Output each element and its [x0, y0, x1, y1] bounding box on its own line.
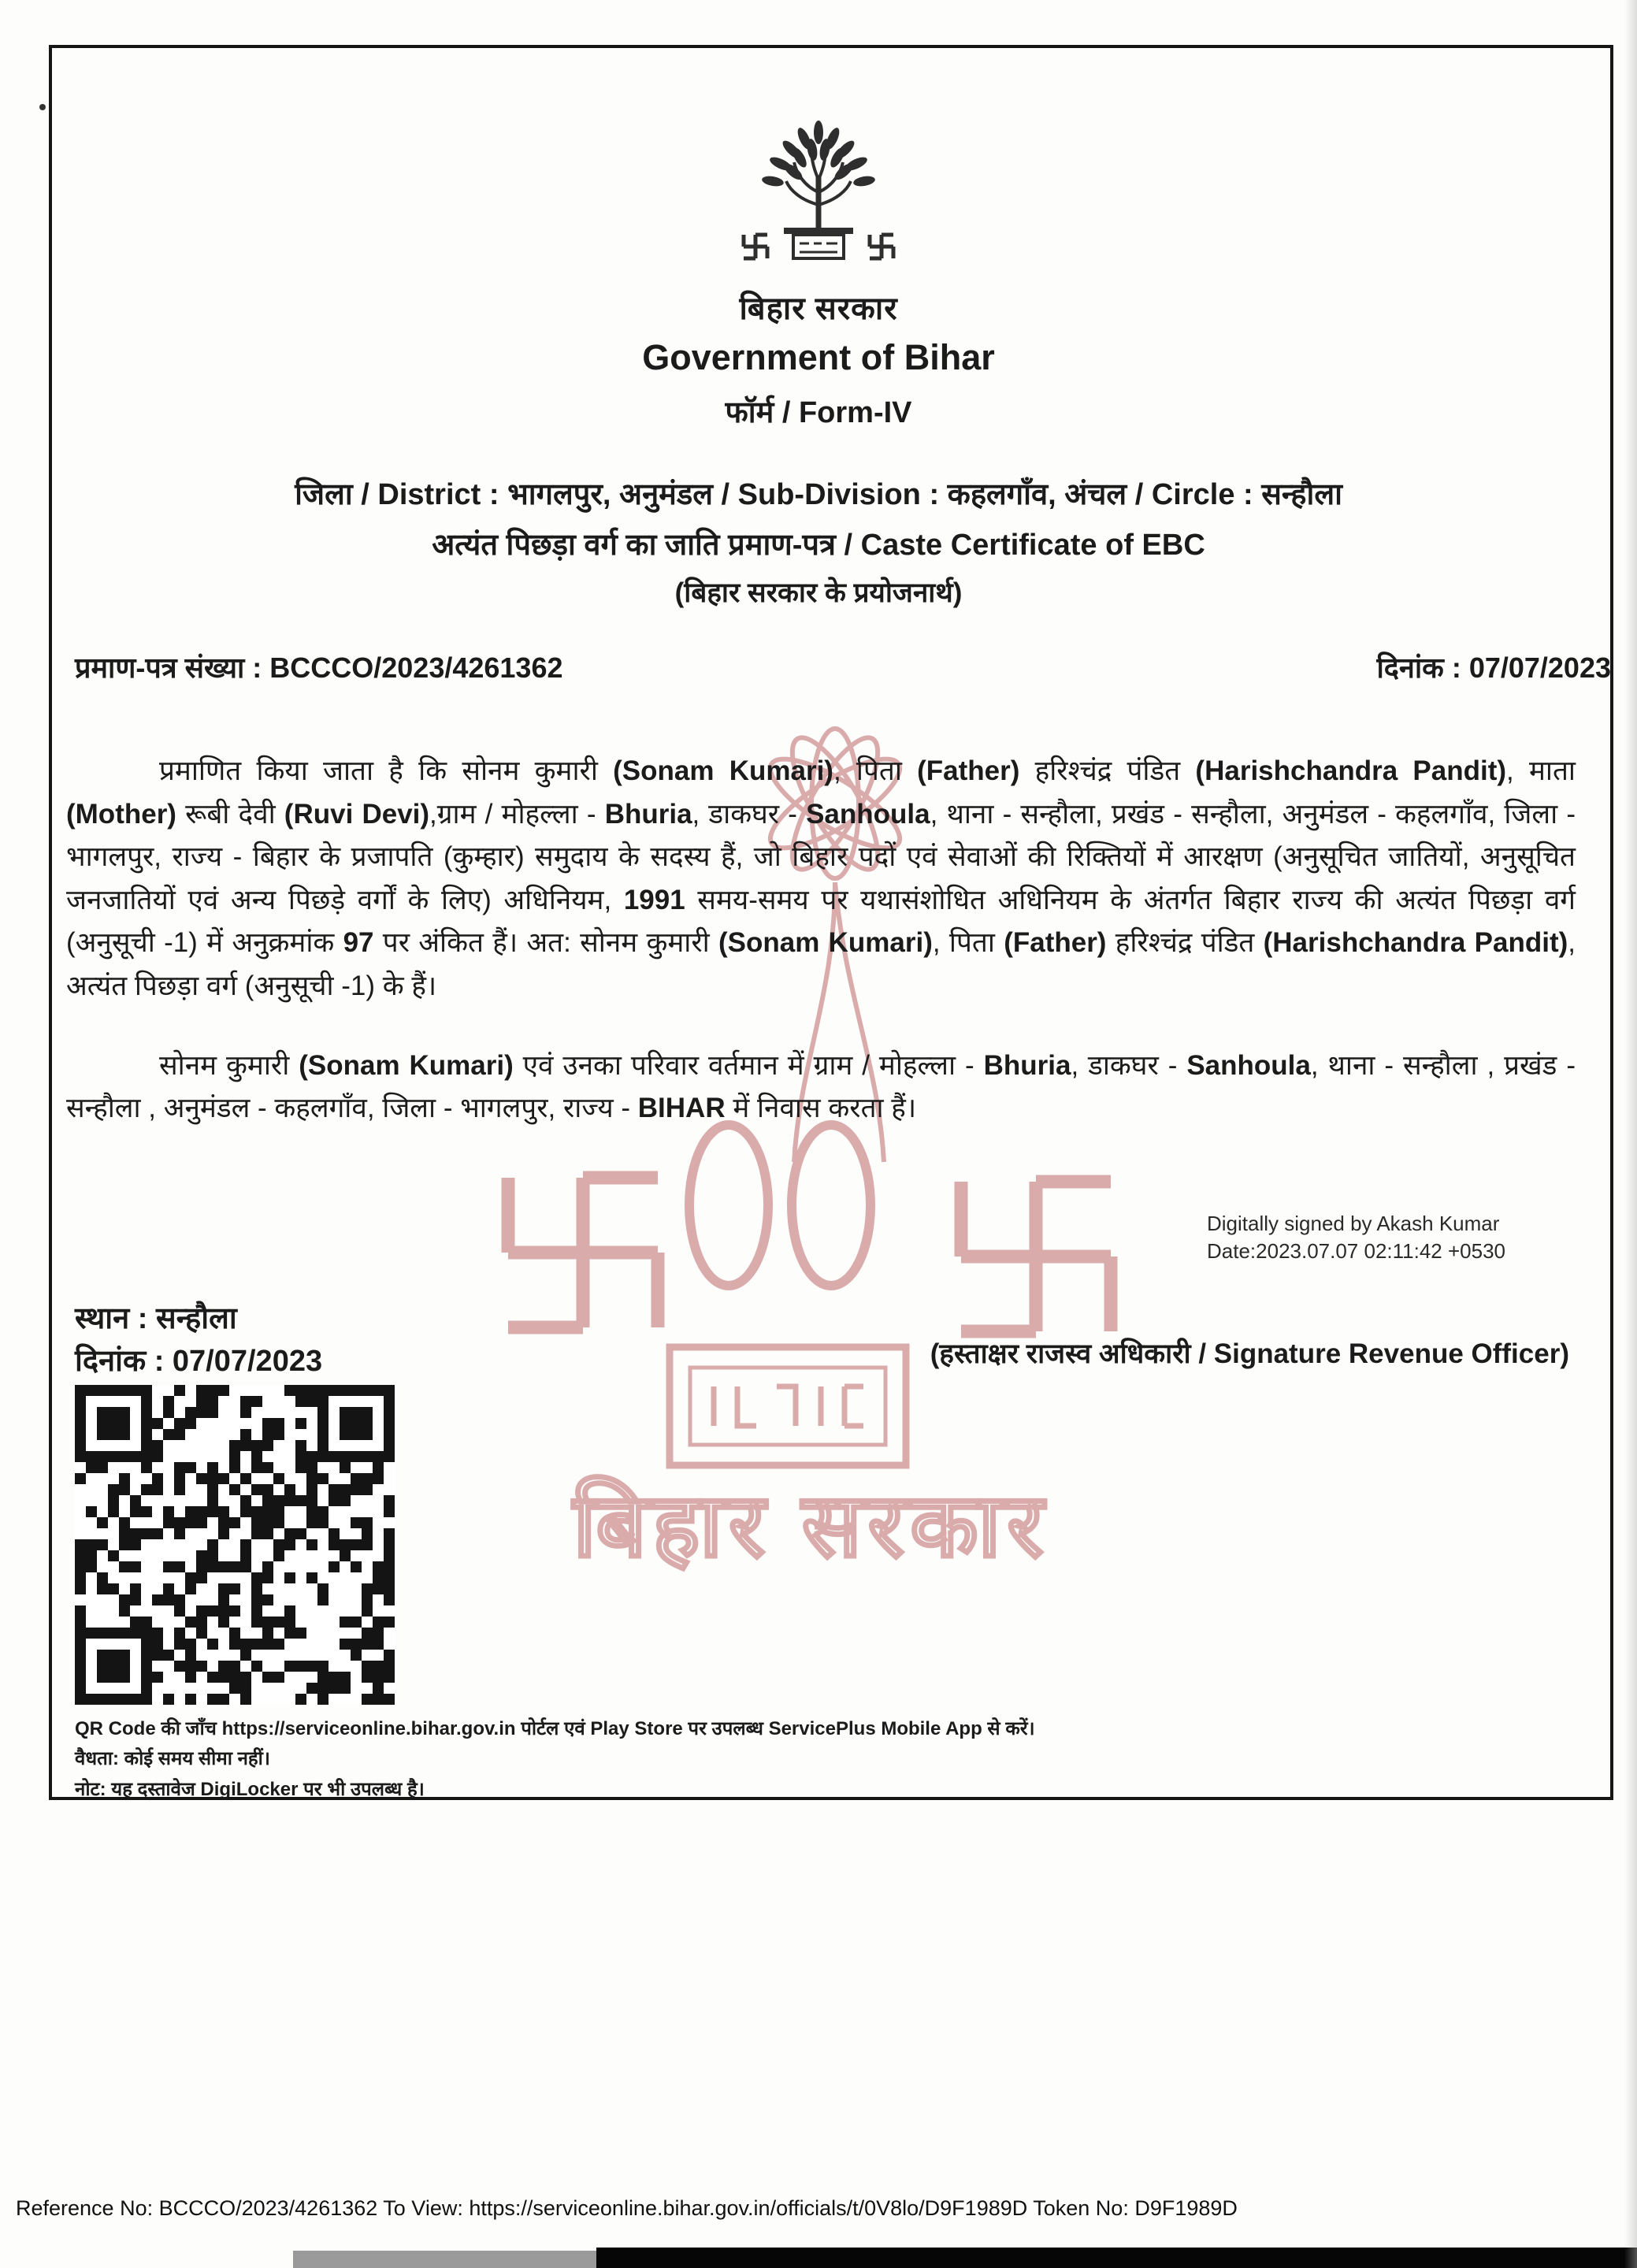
watermark-swastika-right — [961, 1182, 1111, 1331]
qr-finder-top-right — [317, 1385, 395, 1462]
qr-code — [75, 1385, 395, 1705]
body-paragraph-2: सोनम कुमारी (Sonam Kumari) एवं उनका परिवार वर्तमान में ग्राम / मोहल्ला - Bhuria, डाकघर - Sanhoula, थाना - सन्हौला , प्रखंड - सन्हौला , अनुमंडल - कहलगाँव, जिला - भागलपुर, राज्य - BIHAR में निवास करता हैं। — [66, 1049, 1576, 1124]
emblem-swastika-right — [870, 235, 893, 258]
watermark-ribbon-box — [670, 1347, 906, 1465]
digital-signature-line2: Date:2023.07.07 02:11:42 +0530 — [1207, 1239, 1506, 1264]
emblem-base — [784, 231, 853, 258]
digital-signature-line1: Digitally signed by Akash Kumar — [1207, 1212, 1500, 1235]
reference-line: Reference No: BCCCO/2023/4261362 To View: https://serviceonline.bihar.gov.in/officials/t/0V8lo/D9F1989D Token No: D9F1989D — [16, 2196, 1238, 2220]
scan-speck — [39, 104, 46, 110]
scan-artifact-black-bar — [596, 2248, 1637, 2268]
org-name-english: Government of Bihar — [642, 337, 995, 377]
scan-artifact-gray-bar — [293, 2251, 596, 2268]
body-paragraph-1: प्रमाणित किया जाता है कि सोनम कुमारी (Sonam Kumari), पिता (Father) हरिश्चंद्र पंडित (Harishchandra Pandit), माता (Mother) रूबी देवी (Ruvi Devi),ग्राम / मोहल्ला - Bhuria, डाकघर - Sanhoula, थाना - सन्हौला, प्रखंड - सन्हौला, अनुमंडल - कहलगाँव, जिला - भागलपुर, राज्य - बिहार के प्रजापति (कुम्हार) समुदाय के सदस्य हैं, जो बिहार पदों एवं सेवाओं की रिक्तियों में आरक्षण (अनुसूचित जातियों, अनुसूचित जनजातियों एवं अन्य पिछड़े वर्गों के लिए) अधिनियम, 1991 समय-समय पर यथासंशोधित अधिनियम के अंतर्गत बिहार राज्य की अत्यंत पिछड़ा वर्ग (अनुसूची -1) में अनुक्रमांक 97 पर अंकित हैं। अत: सोनम कुमारी (Sonam Kumari), पिता (Father) हरिश्चंद्र पंडित (Harishchandra Pandit), अत्यंत पिछड़ा वर्ग (अनुसूची -1) के हैं। — [66, 755, 1576, 1001]
watermark-rings — [689, 1125, 870, 1286]
emblem-swastika-left — [744, 235, 767, 258]
certificate-body — [66, 750, 1576, 1130]
certificate-number: प्रमाण-पत्र संख्या : BCCCO/2023/4261362 — [75, 651, 563, 684]
purpose-line: (बिहार सरकार के प्रयोजनार्थ) — [674, 577, 963, 608]
note-qr-check: QR Code की जाँच https://serviceonline.bihar.gov.in पोर्टल एवं Play Store पर उपलब्ध ServicePlus Mobile App से करें। — [75, 1718, 1035, 1739]
bihar-emblem-icon — [724, 117, 913, 284]
qr-finder-top-left — [75, 1385, 152, 1462]
date-line: दिनांक : 07/07/2023 — [75, 1344, 323, 1378]
certificate-title: अत्यंत पिछड़ा वर्ग का जाति प्रमाण-पत्र / Caste Certificate of EBC — [432, 529, 1205, 562]
watermark-text: बिहार सरकार — [573, 1476, 1050, 1575]
qr-finder-bottom-left — [75, 1628, 152, 1705]
place-line: स्थान : सन्हौला — [75, 1302, 237, 1335]
district-line: जिला / District : भागलपुर, अनुमंडल / Sub-Division : कहलगाँव, अंचल / Circle : सन्हौला — [295, 478, 1342, 511]
place-date-block — [75, 1298, 322, 1383]
note-digilocker: नोट: यह दस्तावेज DigiLocker पर भी उपलब्ध है। — [75, 1778, 425, 1800]
scan-edge-shadow — [1624, 0, 1637, 2268]
digital-signature — [1207, 1210, 1505, 1265]
org-name-hindi: बिहार सरकार — [739, 291, 898, 326]
note-validity: वैधता: कोई समय सीमा नहीं। — [75, 1748, 270, 1770]
officer-signature-caption: (हस्ताक्षर राजस्व अधिकारी / Signature Revenue Officer) — [930, 1338, 1569, 1369]
issue-date: दिनांक : 07/07/2023 — [1376, 651, 1611, 684]
form-number: फॉर्म / Form-IV — [725, 396, 912, 429]
watermark-swastika-left — [508, 1178, 658, 1327]
verification-notes — [75, 1714, 1035, 1805]
